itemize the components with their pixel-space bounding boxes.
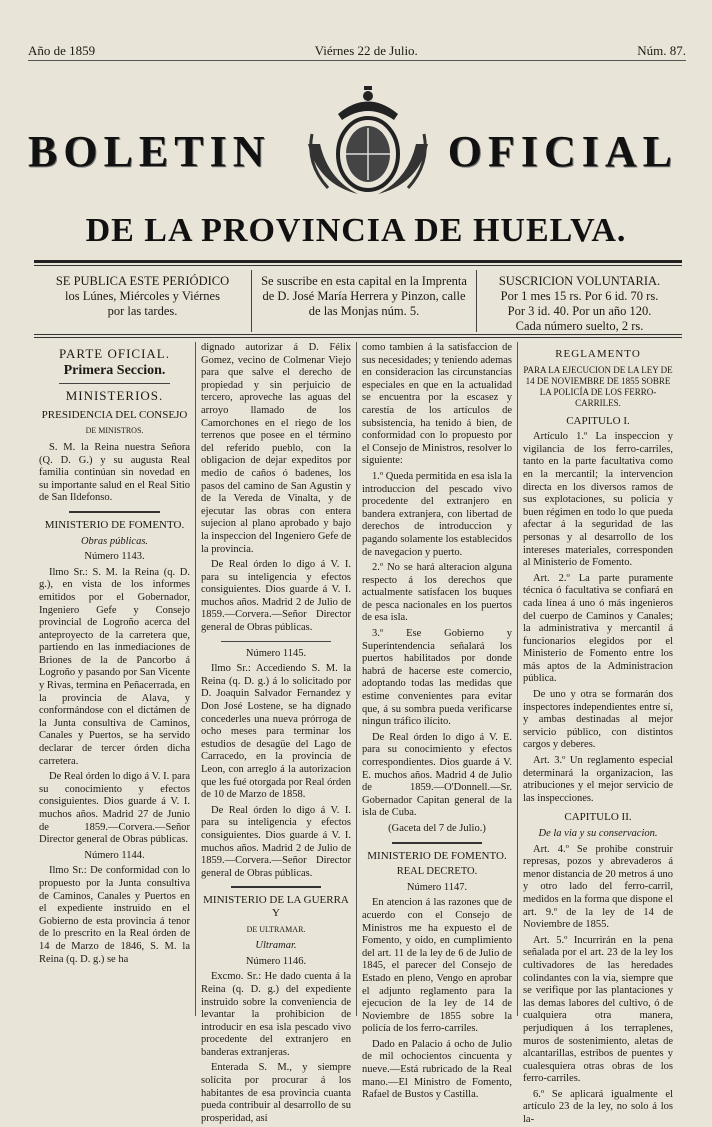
paragraph: Ilmo Sr.: Accediendo S. M. la Reina (q. D. g.) á lo solicitado por D. Joaquin Salvador Fernandez y Don José Lostene, se ha dignado concederles una nueva prórroga de ocho meses para terminar los estudios de desagüe del Lago de Carracedo, en la provincia de Leon, con arreglo á la autorizacion que les fué otorgada por Real órden de 10 de Marzo de 1858. xyxy=(201,663,351,801)
paragraph: Dado en Palacio á ocho de Julio de mil ochocientos cincuenta y nueve.—Está rubricado de la Real mano.—El Ministro de Fomento, Rafael de Bustos y Castilla. xyxy=(362,1038,512,1101)
paragraph: De Real órden lo digo á V. I. para su conocimiento y efectos consiguientes. Dios guarde á V. I. muchos años. Madrid 27 de Junio de 1859.—Corvera.—Señor Director general de Obras públicas. xyxy=(39,771,190,846)
info-line: de D. José María Herrera y Pinzon, calle xyxy=(262,289,466,303)
info-line: por las tardes. xyxy=(107,304,178,318)
divider xyxy=(69,511,160,513)
info-line: de las Monjas núm. 5. xyxy=(308,304,420,318)
royal-crest-icon xyxy=(298,84,438,202)
column-4 xyxy=(517,342,678,1126)
section-heading: MINISTERIO DE FOMENTO. xyxy=(44,518,185,531)
column-1 xyxy=(34,342,195,1016)
section-heading: MINISTERIOS. xyxy=(65,388,164,404)
paragraph: En atencion á las razones que de acuerdo con el Consejo de Ministros me ha expuesto el de Fomento, y oido, en cumplimiento del art. 11 de la ley de 6 de Julio de 1845, el parecer del Consejo de Estado en pleno, Vengo en aprobar el adjunto reglamento para la ejecucion de la ley de 14 de Noviembre de 1855 sobre la policía de los ferro-carriles. xyxy=(362,897,512,1035)
title-boletin: BOLETIN xyxy=(28,127,271,176)
paragraph: Ultramar. xyxy=(255,940,297,952)
info-line: Por 3 id. 40. Por un año 120. xyxy=(507,304,652,318)
divider xyxy=(59,383,170,384)
paragraph: Número 1143. xyxy=(84,551,145,563)
subscription-band xyxy=(34,270,682,332)
divider xyxy=(392,842,482,844)
paragraph: 3.º Ese Gobierno y Superintendencia señalará los puertos habilitados por donde habrá de hacerse este comercio, adoptando todas las medidas que estime convenientes para evitar que, á su sombra pueda verificarse ningun tráfico ilícito. xyxy=(362,628,512,728)
subscribe-box xyxy=(252,270,477,332)
paragraph: Obras públicas. xyxy=(80,535,149,547)
paragraph: Art. 5.º Incurrirán en la pena señalada por el art. 23 de la ley los cultivadores de las heredades colindantes con la via, siempre que se verifique por las plantaciones y las demas labores del cultivo, ó de cualquiera otra manera, perjudiquen á los terraplenes, muros de sostenimiento, aletas de alcantarillas, estribos de puentes y cualesquiera otras obras de los ferro-carriles. xyxy=(523,934,673,1085)
section-heading: PRESIDENCIA DEL CONSEJO xyxy=(41,408,188,421)
masthead xyxy=(28,82,686,202)
paragraph: 1.º Queda permitida en esa isla la introduccion del pescado vivo procedente del extranjero en bandera extranjera, con libertad de derechos de introduccion y pagando solamente los establecidos de navegacion y puerto. xyxy=(362,470,512,558)
paragraph: Número 1147. xyxy=(406,881,468,893)
divider xyxy=(34,337,682,338)
prices-box xyxy=(477,270,682,332)
paragraph: De la via y su conservacion. xyxy=(538,828,658,839)
issue-number: Núm. 87. xyxy=(637,43,686,58)
paragraph: 6.º Se aplicará igualmente el artículo 23 de la ley, no solo á los la- xyxy=(523,1088,673,1126)
publication-box xyxy=(34,270,252,332)
section-heading: DE MINISTROS. xyxy=(85,426,144,436)
paragraph: Artículo 1.º La inspeccion y vigilancia de los ferro-carriles, tanto en la parte facultativa como en la mercantil; la intervencion directa en los diversos ramos de sus explotaciones, su policía y buen régimen en todo lo que pueda afectar á la seguridad de las personas y al desarrollo de los intereses materiales, corresponden al Ministerio de Fomento. xyxy=(523,431,673,569)
divider xyxy=(231,886,321,888)
title-oficial: OFICIAL xyxy=(447,127,678,176)
paragraph: De Real órden lo digo á V. E. para su conocimiento y efectos correspondientes. Dios guarde á V. E. muchos años. Madrid 4 de Julio de 1859.—O'Donnell.—Sr. Gobernador Capitan general de la isla de Cuba. xyxy=(362,731,512,819)
paragraph: Ilmo Sr.: De conformidad con lo propuesto por la Junta consultiva de Caminos, Canales y Puertos en el expediente instruido en el Gobierno de esta provincia á tenor de lo prescrito en la Real órden de 14 de Marzo de 1846, S. M. la Reina (q. D. g.) se ha xyxy=(39,865,190,965)
subtitle: DE LA PROVINCIA DE HUELVA. xyxy=(85,212,627,249)
info-line: Por 1 mes 15 rs. Por 6 id. 70 rs. xyxy=(500,289,659,303)
section-heading: CAPITULO II. xyxy=(564,811,632,824)
column-2 xyxy=(195,342,356,1124)
year-text: Año de 1859 xyxy=(28,43,96,58)
article-columns xyxy=(34,342,682,1126)
paragraph: REAL DECRETO. xyxy=(396,866,478,878)
paragraph: De Real órden lo digo á V. I. para su inteligencia y efectos consiguientes. Dios guarde á V. I. muchos años. Madrid 2 de Julio de 1859.—Corvera.—Señor Director general de Obras públicas. xyxy=(201,559,351,634)
info-line: los Lúnes, Miércoles y Viérnes xyxy=(65,289,220,303)
section-heading: DE ULTRAMAR. xyxy=(246,924,306,934)
date-text: Viérnes 22 de Julio. xyxy=(314,43,418,58)
divider xyxy=(34,260,682,263)
paragraph: 2.º No se hará alteracion alguna respecto á los derechos que actualmente satisfacen los buques de pesca nacionales en los puertos de esa isla. xyxy=(362,562,512,624)
divider xyxy=(34,334,682,335)
paragraph: De Real órden lo digo á V. I. para su inteligencia y efectos consiguientes. Dios guarde á V. I. muchos años. Madrid 2 de Julio de 1859.—Corvera.—Señor Director general de Obras públicas. xyxy=(201,804,351,879)
paragraph: De uno y otra se formarán dos inspectores independientes entre sí, y ambas destinadas al mejor servicio público, con distintos cargos y deberes. xyxy=(523,689,673,751)
paragraph: Art. 3.º Un reglamento especial determinará la organizacion, las atribuciones y el mejor servicio de las inspecciones. xyxy=(523,755,673,804)
info-line: SUSCRICION VOLUNTARIA. xyxy=(498,274,661,288)
info-line: Se suscribe en esta capital en la Imprenta xyxy=(261,274,467,288)
divider xyxy=(221,641,331,642)
paragraph: como tambien á la satisfaccion de sus necesidades; y teniendo ademas en consideracion las circunstancias especiales en que en la actualidad se encuentra por la escasez y carestía de los artículos de subsistencia, ha tenido á bien, de conformidad con lo propuesto por el Consejo de Ministros, resolver lo siguiente: xyxy=(362,342,512,467)
divider xyxy=(34,265,682,266)
section-heading: Primera Seccion. xyxy=(63,362,166,378)
paragraph: S. M. la Reina nuestra Señora (Q. D. G.) y su augusta Real familia continúan sin novedad en su importante salud en el Real Sitio de San Ildefonso. xyxy=(39,441,190,504)
section-heading: MINISTERIO DE LA GUERRA Y xyxy=(203,894,349,919)
column-3 xyxy=(356,342,517,1101)
paragraph: dignado autorizar á D. Félix Gomez, vecino de Colmenar Viejo para que salve el derecho de propiedad y sin perjuicio de tercero, aproveche las aguas del arroyo llamado de los Camorchones en el riego de los terrenos que posee en el término del referido pueblo, con la obligacion de dejar expeditos por medio de caños ó badenes, los pasos del camino de San Agustin y de la Vereda de Vinalta, y de ejecutar las obras con entera sujecion al plano aprobado y bajo la inspeccion del Ingeniero Gefe de la provincia. xyxy=(201,342,351,555)
section-heading: MINISTERIO DE FOMENTO. xyxy=(367,849,507,862)
section-heading: REGLAMENTO xyxy=(555,348,641,360)
paragraph: Número 1146. xyxy=(245,955,307,967)
paragraph: Número 1145. xyxy=(245,647,307,659)
paragraph: Excmo. Sr.: He dado cuenta á la Reina (q. D. g.) del expediente instruido sobre la conveniencia de levantar la prohibicion de introducir en esa isla pescado vivo procedente del extranjero en banderas extranjeras. xyxy=(201,971,351,1058)
paragraph: (Gaceta del 7 de Julio.) xyxy=(388,822,486,834)
paragraph: Art. 2.º La parte puramente técnica ó facultativa se confiará en cada línea á uno ó más ingenieros del cuerpo de Caminos y Canales; la administrativa y mercantil á funcionarios elegidos por el Ministerio de Fomento entre los más aptos de la Administracion pública. xyxy=(523,572,673,685)
section-heading: PARTE OFICIAL. xyxy=(59,346,170,361)
paragraph: Ilmo Sr.: S. M. la Reina (q. D. g.), en vista de los informes emitidos por el Gobernador, Ingeniero Gefe y Consejo provincial de Logroño acerca del anteproyecto de la carretera que, partiendo en las inmediaciones de Briones de la de Pancorbo á Logroño y pasando por San Vicente y Rivas, termina en Peñacerrada, en la provincia de Alava, y conformándose con el dictámen de la Junta consultiva de Caminos, Canales y Puertos, se ha servido declarar de tercer órden dicha carretera. xyxy=(39,566,190,767)
paragraph: Enterada S. M., y siempre solícita por procurar á los habitantes de esa provincia cuanta pueda contribuir al desarrollo de su prosperidad, así xyxy=(201,1062,351,1124)
dateline xyxy=(28,42,686,61)
info-line: SE PUBLICA ESTE PERIÓDICO xyxy=(55,274,230,288)
paragraph: PARA LA EJECUCION DE LA LEY DE 14 DE NOVIEMBRE DE 1855 SOBRE LA POLICÍA DE LOS FERRO-CARRILES. xyxy=(523,364,673,408)
info-line: Cada número suelto, 2 rs. xyxy=(515,319,644,333)
paragraph: Número 1144. xyxy=(84,849,145,861)
section-heading: CAPITULO I. xyxy=(566,414,630,427)
paragraph: Art. 4.º Se prohibe construir represas, pozos y abrevaderos á menor distancia de 20 metros á uno y otro lado del ferro-carril, medidos en la forma que dispone el art. 9.º de la ley de 14 de Noviembre de 1855. xyxy=(523,843,673,931)
